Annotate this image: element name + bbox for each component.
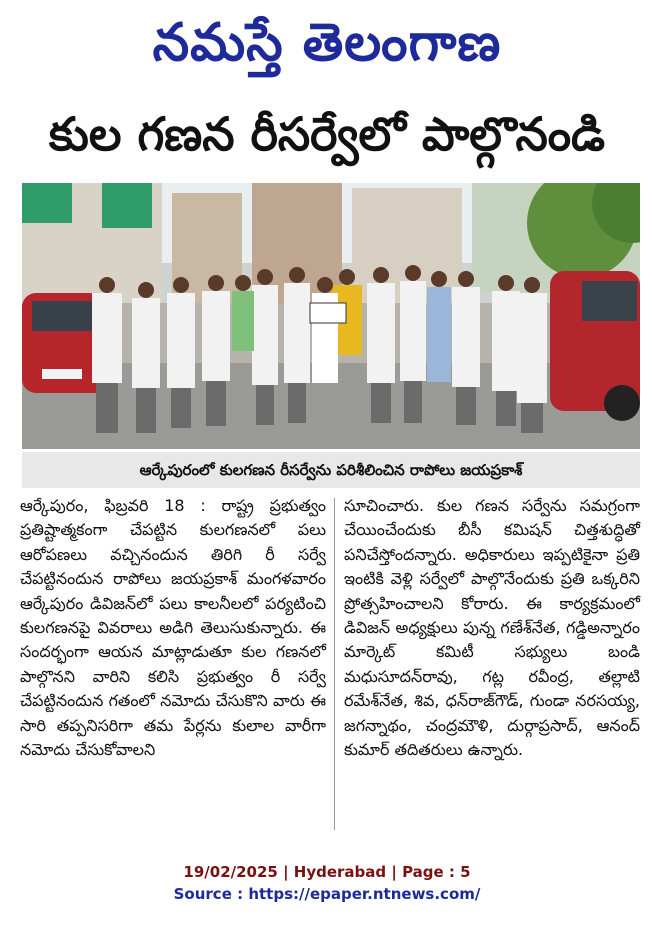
source-link[interactable]: https://epaper.ntnews.com/ bbox=[248, 885, 481, 903]
article-body-right-column: సూచించారు. కుల గణన సర్వేను సమగ్రంగా చేయించేందుకు బీసీ కమిషన్ చిత్తశుద్ధితో పనిచేస్తోందన్నారు. అధికారులు ఇప్పటికైనా ప్రతి ఇంటికి వెళ్లి సర్వేలో పాల్గొనేందుకు ప్రతి ఒక్కరిని ప్రోత్సహించాలని కోరారు. ఈ కార్యక్రమంలో డివిజన్ అధ్యక్షులు పున్న గణేశ్‌నేత, గడ్డిఅన్నారం మార్కెట్ కమిటీ సభ్యులు బండి మధుసూదన్‌రావు, గట్ల రవీంద్ర, తల్లాటి రమేశ్‌నేత, శివ, ధన్‌రాజ్‌గౌడ్, గుండా నరసయ్య, జగన్నాథం, చంద్రమౌళి, దుర్గాప్రసాద్, ఆనంద్ కుమార్ తదితరులు ఉన్నారు. bbox=[344, 496, 640, 760]
article-body-left-column: ఆర్కేపురం, ఫిబ్రవరి 18 : రాష్ట్ర ప్రభుత్వం ప్రతిష్టాత్మకంగా చేపట్టిన కులగణనలో పలు ఆరోపణలు వచ్చినందున తిరిగి రీ సర్వే చేపట్టినందున రాపోలు జయప్రకాశ్ మంగళవారం ఆర్కేపురం డివిజన్‌లో పలు కాలనీలలో పర్యటించి కులగణనపై వివరాలు అడిగి తెలుసుకున్నారు. ఈ సందర్భంగా ఆయన మాట్లాడుతూ కుల గణనలో పాల్గొనని వారిని కలిసి ప్రభుత్వం రీ సర్వే చేపట్టినందున గతంలో నమోదు చేసుకొని వారు ఈ సారి తప్పనిసరిగా తమ పేర్లను కులాల వారీగా నమోదు చేసుకోవాలని bbox=[20, 496, 326, 760]
newspaper-masthead: నమస్తే తెలంగాణ bbox=[152, 13, 502, 73]
source-line bbox=[0, 884, 654, 904]
article-headline: కుల గణన రీసర్వేలో పాల్గొనండి bbox=[48, 107, 606, 161]
column-divider bbox=[334, 498, 335, 830]
photo-caption: ఆర్కేపురంలో కులగణన రీసర్వేను పరిశీలించిన రాపోలు జయప్రకాశ్ bbox=[22, 452, 640, 488]
article-photo bbox=[22, 183, 640, 449]
source-label: Source : bbox=[173, 885, 249, 903]
publication-dateline: 19/02/2025 | Hyderabad | Page : 5 bbox=[183, 863, 471, 881]
